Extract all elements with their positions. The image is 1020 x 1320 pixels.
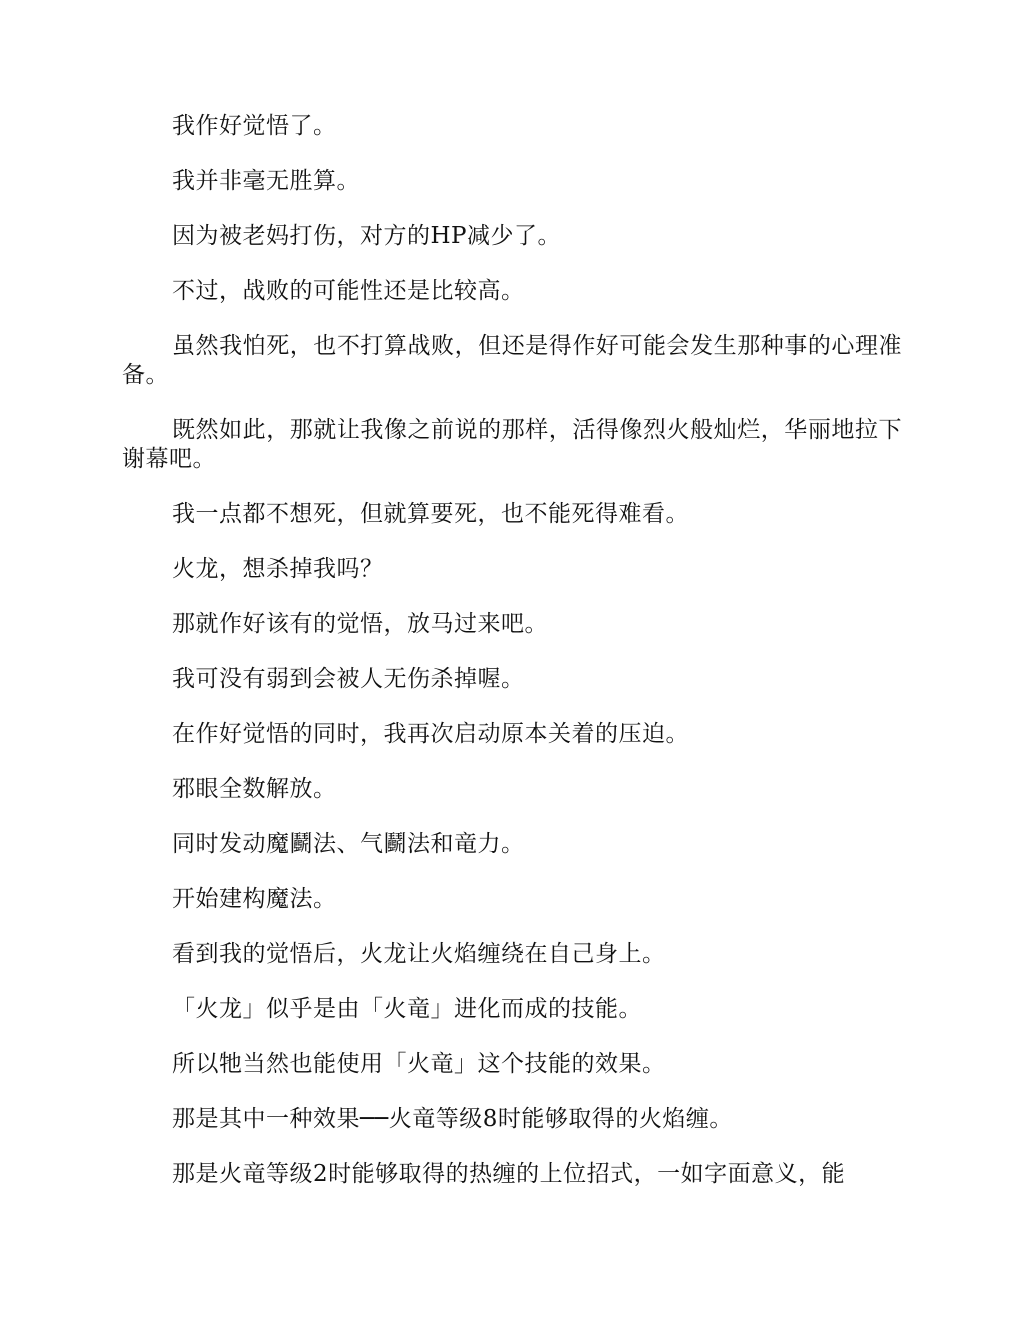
paragraph: 开始建构魔法。	[172, 886, 337, 912]
paragraph: 看到我的觉悟后，火龙让火焰缠绕在自己身上。	[172, 941, 666, 967]
paragraph: 那就作好该有的觉悟，放马过来吧。	[172, 611, 548, 637]
paragraph: 「火龙」似乎是由「火竜」进化而成的技能。	[172, 996, 642, 1022]
paragraph: 那是其中一种效果──火竜等级8时能够取得的火焰缠。	[172, 1106, 733, 1132]
paragraph: 我并非毫无胜算。	[172, 168, 360, 194]
paragraph: 因为被老妈打伤，对方的HP减少了。	[172, 223, 562, 249]
paragraph: 不过，战败的可能性还是比较高。	[172, 278, 525, 304]
paragraph: 那是火竜等级2时能够取得的热缠的上位招式，一如字面意义，能	[172, 1161, 846, 1187]
paragraph: 我一点都不想死，但就算要死，也不能死得难看。	[172, 501, 689, 527]
paragraph: 我可没有弱到会被人无伤杀掉喔。	[172, 666, 525, 692]
paragraph: 所以牠当然也能使用「火竜」这个技能的效果。	[172, 1051, 666, 1077]
paragraph: 我作好觉悟了。	[172, 113, 337, 139]
paragraph: 邪眼全数解放。	[172, 776, 337, 802]
paragraph: 同时发动魔鬬法、气鬬法和竜力。	[172, 831, 525, 857]
paragraph: 在作好觉悟的同时，我再次启动原本关着的压迫。	[172, 721, 689, 747]
document-body	[122, 112, 902, 1215]
paragraph: 既然如此，那就让我像之前说的那样，活得像烈火般灿烂，华丽地拉下谢幕吧。	[122, 417, 902, 472]
paragraph: 虽然我怕死，也不打算战败，但还是得作好可能会发生那种事的心理准备。	[122, 333, 902, 388]
paragraph: 火龙，想杀掉我吗？	[172, 556, 384, 582]
